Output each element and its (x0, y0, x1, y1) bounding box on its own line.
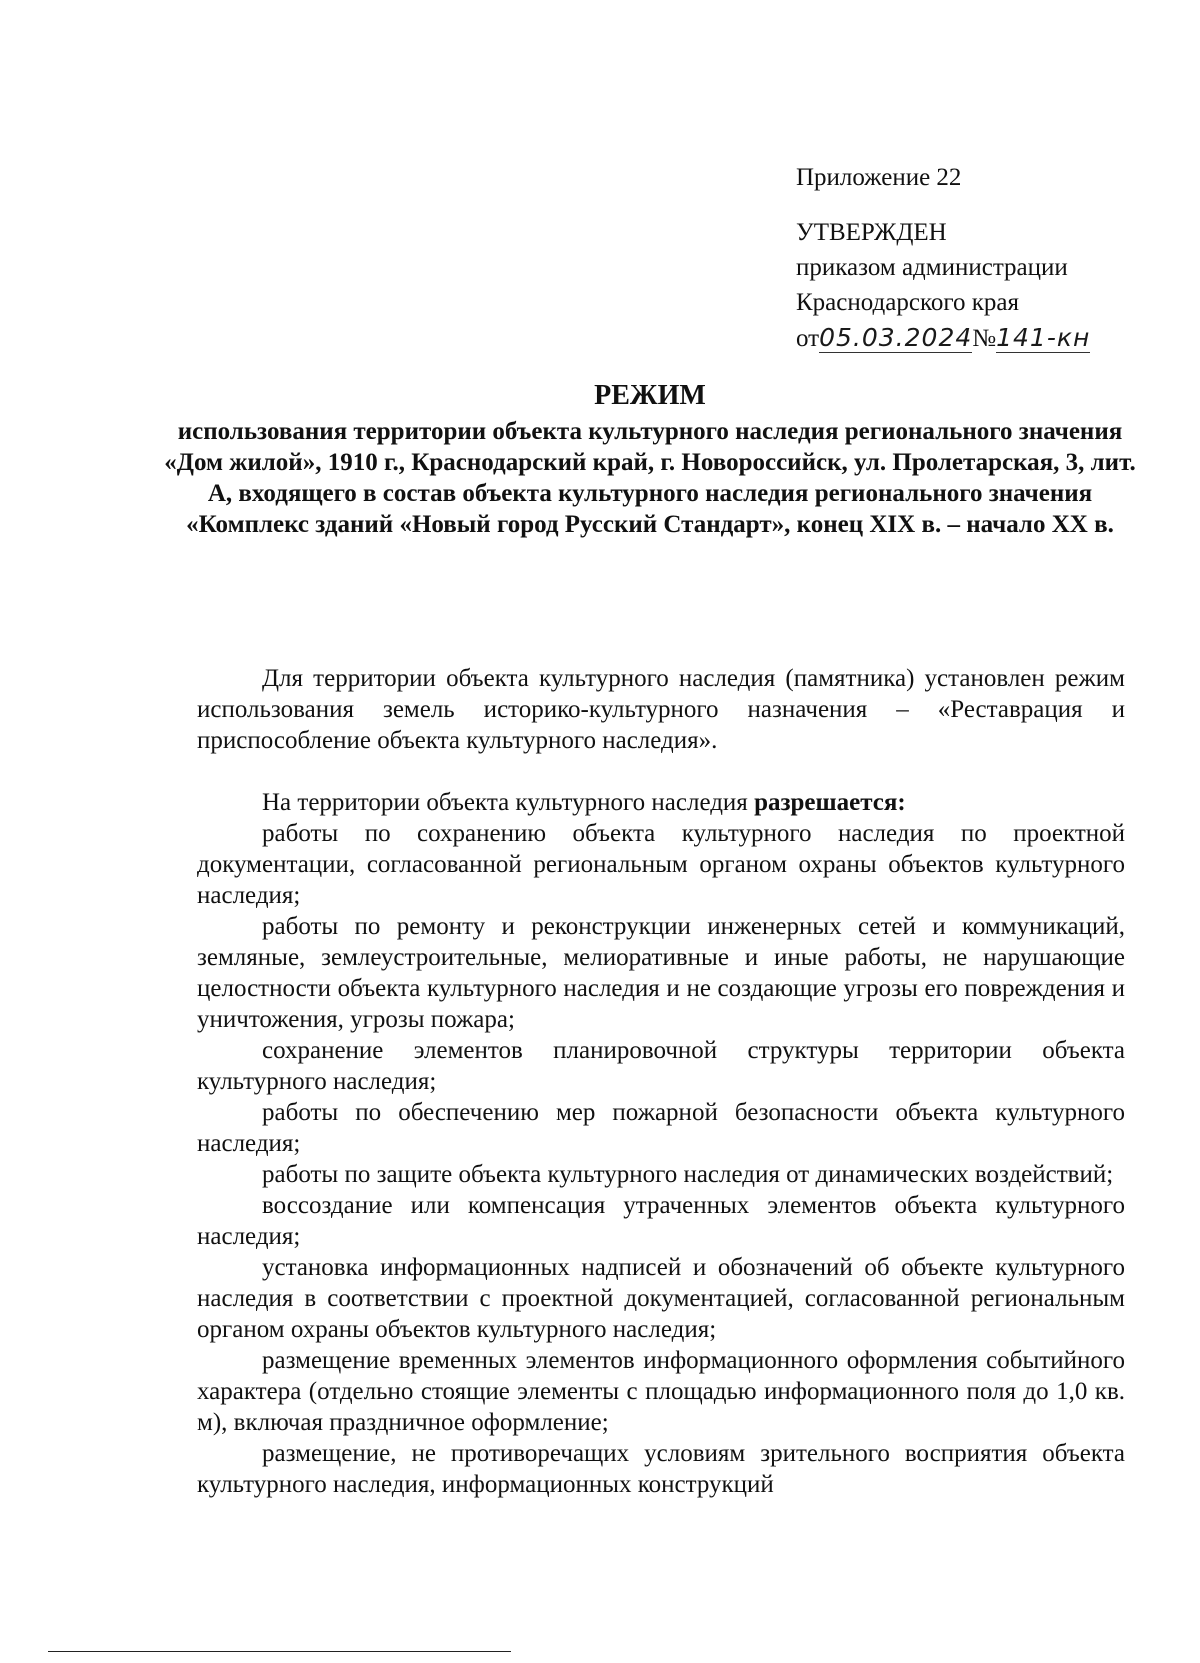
document-title-block (150, 378, 1150, 540)
allowed-heading (197, 787, 1125, 818)
allowed-lead: На территории объекта культурного наследия (262, 789, 755, 816)
approval-region: Краснодарского края (796, 289, 1019, 316)
number-prefix: № (972, 325, 997, 352)
approval-date-line (796, 320, 1176, 356)
approval-block (796, 160, 1176, 356)
allowed-item: размещение временных элементов информационного оформления событийного характера (отдельно стоящие элементы с площадью информационного поля до 1,0 кв. м), включая праздничное оформление; (197, 1347, 1125, 1436)
document-body (197, 663, 1125, 1500)
approval-authority: приказом администрации (796, 254, 1068, 281)
allowed-word: разрешается: (754, 789, 906, 816)
approved-label: УТВЕРЖДЕН (796, 219, 947, 246)
document-title: РЕЖИМ (594, 380, 706, 411)
date-prefix: от (796, 325, 820, 352)
annex-label: Приложение 22 (796, 164, 962, 191)
allowed-item: работы по защите объекта культурного наследия от динамических воздействий; (262, 1161, 1114, 1188)
handwritten-number: 141-кн (996, 323, 1091, 352)
allowed-item: работы по ремонту и реконструкции инженерных сетей и коммуникаций, земляные, землеустроительные, мелиоративные и иные работы, не нарушающие целостности объекта культурного наследия и не создающие угрозы его повреждения и уничтожения, угрозы пожара; (197, 913, 1125, 1033)
document-subtitle: использования территории объекта культурного наследия регионального значения «Дом жилой», 1910 г., Краснодарский край, г. Новороссийск, ул. Пролетарская, 3, лит. А, входящего в состав объекта культурного наследия регионального значения «Комплекс зданий «Новый город Русский Стандарт», конец XIX в. – начало XX в. (164, 418, 1136, 538)
allowed-item: установка информационных надписей и обозначений об объекте культурного наследия в соответствии с проектной документацией, согласованной региональным органом охраны объектов культурного наследия; (197, 1254, 1125, 1343)
footnote-divider (48, 1651, 511, 1652)
intro-paragraph: Для территории объекта культурного наследия (памятника) установлен режим использования земель историко-культурного назначения – «Реставрация и приспособление объекта культурного наследия». (197, 665, 1125, 754)
allowed-item: работы по сохранению объекта культурного наследия по проектной документации, согласованной региональным органом охраны объектов культурного наследия; (197, 820, 1125, 909)
allowed-item: сохранение элементов планировочной структуры территории объекта культурного наследия; (197, 1037, 1125, 1095)
allowed-item: работы по обеспечению мер пожарной безопасности объекта культурного наследия; (197, 1099, 1125, 1157)
handwritten-date: 05.03.2024 (819, 323, 973, 352)
allowed-item: размещение, не противоречащих условиям зрительного восприятия объекта культурного наследия, информационных конструкций (197, 1440, 1125, 1498)
allowed-item: воссоздание или компенсация утраченных элементов объекта культурного наследия; (197, 1192, 1125, 1250)
